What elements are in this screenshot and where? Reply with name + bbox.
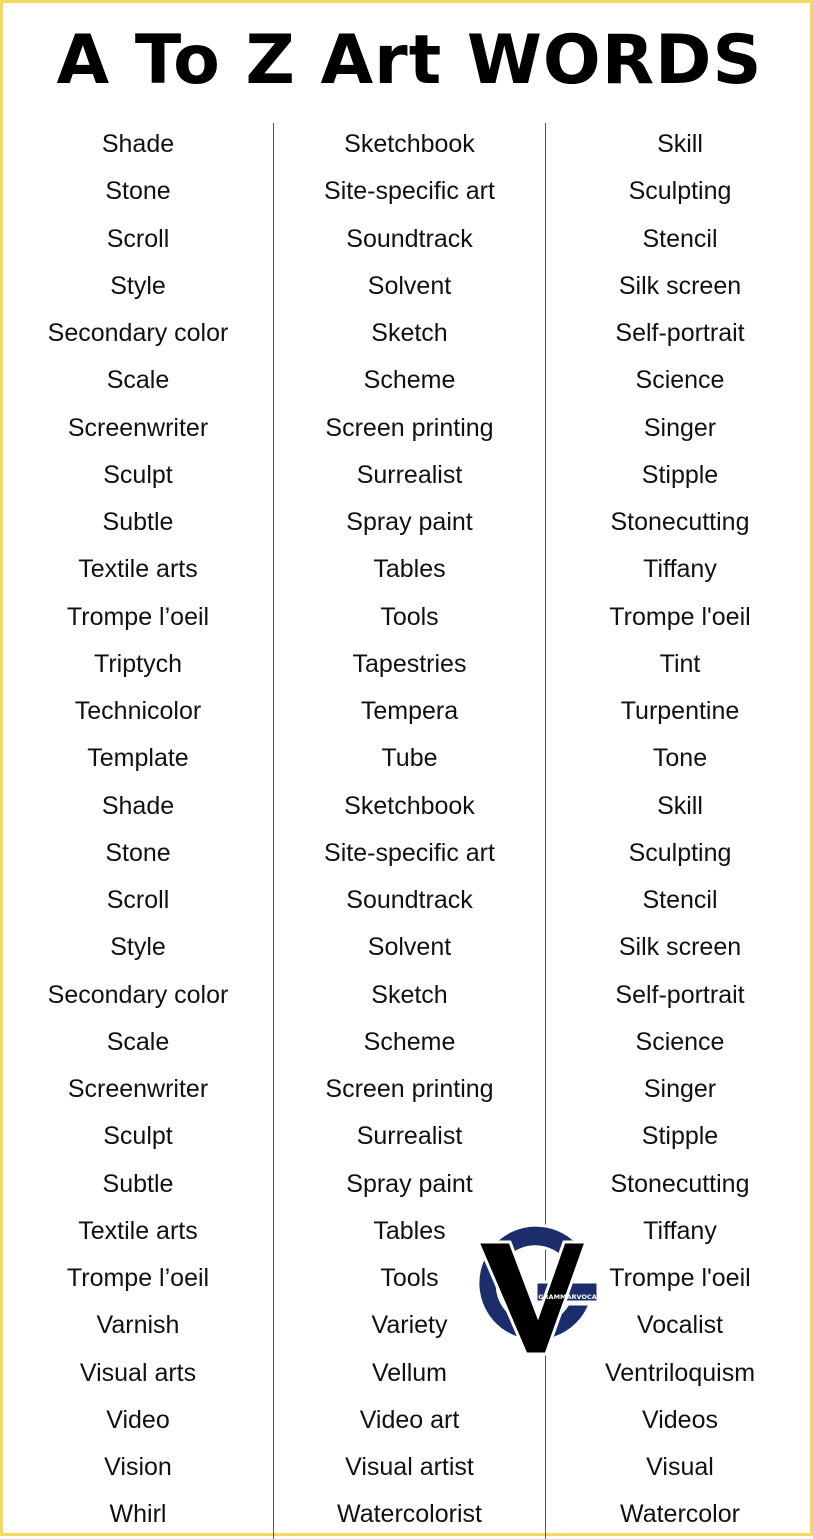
word-item: Stencil xyxy=(642,224,718,253)
word-item: Triptych xyxy=(94,649,182,678)
page-title: A To Z Art WORDS xyxy=(56,21,763,100)
logo-text: GRAMMARVOCAB xyxy=(538,1293,602,1301)
word-item: Style xyxy=(110,271,166,300)
word-item: Scale xyxy=(106,1027,170,1056)
word-item: Sketchbook xyxy=(344,130,475,158)
word-item: Vision xyxy=(104,1453,172,1481)
word-item: Scheme xyxy=(363,1027,456,1056)
word-item: Sculpt xyxy=(103,460,173,489)
word-item: Stonecutting xyxy=(610,508,750,536)
word-item: Varnish xyxy=(96,1311,180,1340)
word-item: Sketch xyxy=(371,980,448,1009)
word-item: Video art xyxy=(359,1405,460,1434)
word-item: Skill xyxy=(657,130,703,158)
word-item: Singer xyxy=(643,413,717,442)
word-item: Textile arts xyxy=(78,555,198,584)
word-item: Template xyxy=(87,744,189,773)
word-item: Soundtrack xyxy=(346,224,473,253)
word-item: Shade xyxy=(101,130,175,158)
word-item: Solvent xyxy=(367,933,452,962)
word-item: Stone xyxy=(105,838,171,867)
word-item: Tiffany xyxy=(643,1216,717,1245)
word-item: Scroll xyxy=(106,886,170,914)
word-item: Watercolor xyxy=(620,1500,740,1529)
word-item: Textile arts xyxy=(78,1216,198,1245)
word-item: Ventriloquism xyxy=(604,1358,756,1387)
word-item: Trompe l’oeil xyxy=(66,1264,210,1292)
word-item: Tapestries xyxy=(352,649,467,678)
word-item: Site-specific art xyxy=(324,177,495,206)
word-item: Solvent xyxy=(367,271,452,300)
word-item: Screenwriter xyxy=(67,413,209,442)
word-item: Whirl xyxy=(109,1500,167,1529)
word-item: Technicolor xyxy=(74,697,202,725)
word-item: Tools xyxy=(380,602,439,631)
word-item: Watercolorist xyxy=(337,1500,482,1529)
word-item: Tube xyxy=(381,744,438,773)
word-item: Trompe l’oeil xyxy=(66,602,210,631)
word-item: Stonecutting xyxy=(610,1169,750,1198)
word-item: Stone xyxy=(105,177,171,206)
word-item: Self-portrait xyxy=(615,980,745,1009)
word-item: Video xyxy=(106,1405,170,1434)
word-item: Visual artist xyxy=(345,1453,474,1481)
word-item: Screen printing xyxy=(325,1075,494,1103)
word-item: Sculpting xyxy=(628,177,732,206)
word-item: Stencil xyxy=(642,886,718,914)
word-item: Style xyxy=(110,933,166,962)
word-item: Subtle xyxy=(102,508,174,536)
word-item: Scale xyxy=(106,366,170,395)
word-item: Trompe l'oeil xyxy=(609,1264,751,1292)
word-item: Variety xyxy=(371,1311,448,1340)
word-item: Sketch xyxy=(371,319,448,347)
word-item: Screen printing xyxy=(325,413,494,442)
word-item: Tint xyxy=(659,649,701,678)
word-item: Sculpt xyxy=(103,1122,173,1151)
word-item: Sketchbook xyxy=(344,791,475,820)
word-item: Scheme xyxy=(363,366,456,395)
word-item: Tempera xyxy=(360,697,459,725)
word-item: Site-specific art xyxy=(324,838,495,867)
word-item: Trompe l'oeil xyxy=(609,602,751,631)
word-item: Self-portrait xyxy=(615,319,745,347)
word-item: Screenwriter xyxy=(67,1075,209,1103)
word-item: Subtle xyxy=(102,1169,174,1198)
word-item: Secondary color xyxy=(47,980,229,1009)
word-item: Scroll xyxy=(106,224,170,253)
word-item: Tables xyxy=(373,555,446,584)
word-item: Shade xyxy=(101,791,175,820)
word-item: Surrealist xyxy=(356,460,463,489)
word-item: Singer xyxy=(643,1075,717,1103)
word-item: Stipple xyxy=(641,460,719,489)
word-item: Visual xyxy=(646,1453,714,1481)
word-item: Stipple xyxy=(641,1122,719,1151)
word-item: Secondary color xyxy=(47,319,229,347)
word-item: Visual arts xyxy=(79,1358,197,1387)
word-item: Tiffany xyxy=(643,555,717,584)
word-column-1 xyxy=(3,121,273,1539)
word-item: Spray paint xyxy=(346,1169,473,1198)
word-item: Tone xyxy=(652,744,708,773)
word-item: Vellum xyxy=(371,1358,448,1387)
word-item: Tools xyxy=(380,1264,439,1292)
word-item: Vocalist xyxy=(636,1311,724,1340)
word-item: Science xyxy=(635,1027,725,1056)
word-item: Spray paint xyxy=(346,508,473,536)
word-item: Tables xyxy=(373,1216,446,1245)
word-item: Skill xyxy=(657,791,703,820)
word-item: Silk screen xyxy=(618,271,742,300)
word-item: Surrealist xyxy=(356,1122,463,1151)
word-item: Turpentine xyxy=(620,697,740,725)
word-item: Science xyxy=(635,366,725,395)
grammarvocab-logo xyxy=(464,1212,604,1358)
word-item: Videos xyxy=(642,1405,718,1434)
word-item: Silk screen xyxy=(618,933,742,962)
word-item: Sculpting xyxy=(628,838,732,867)
word-item: Soundtrack xyxy=(346,886,473,914)
